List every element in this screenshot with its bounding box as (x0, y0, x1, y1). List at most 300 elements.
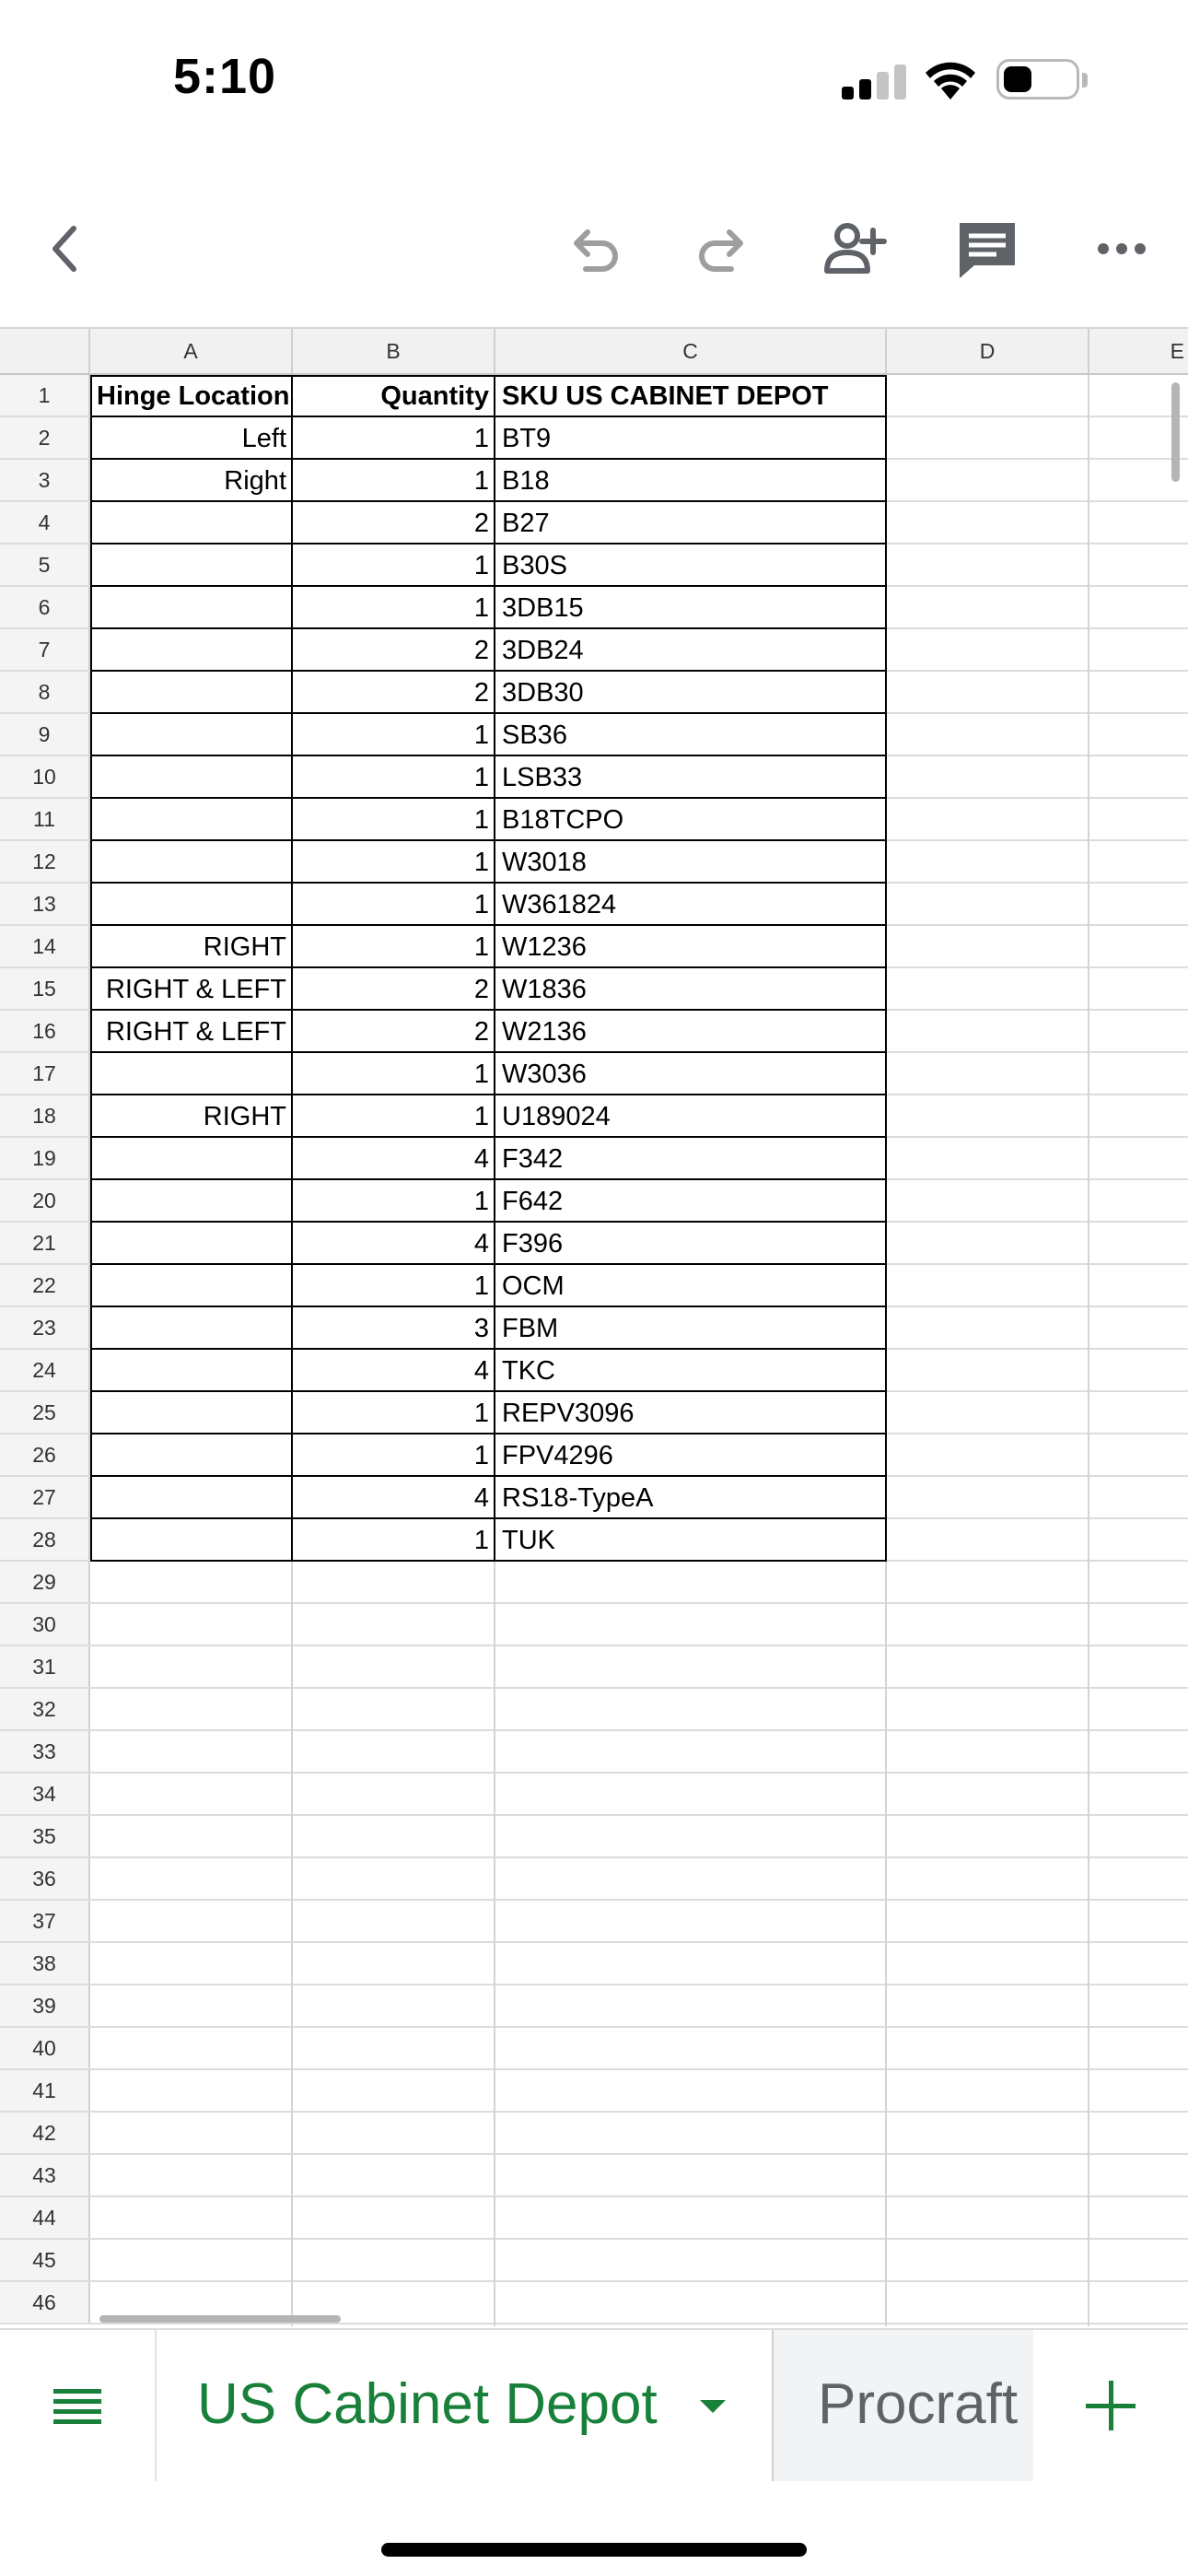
cell-d[interactable] (887, 1180, 1089, 1221)
cell-a[interactable] (90, 1985, 293, 2026)
cell-b[interactable]: 1 (473, 1526, 489, 1555)
cell-d[interactable] (887, 1562, 1089, 1602)
cell-b[interactable]: 3 (473, 1314, 489, 1343)
cell-d[interactable] (887, 587, 1089, 627)
cell-a[interactable] (90, 1774, 293, 1814)
cell-e[interactable] (1089, 2282, 1188, 2323)
cell-d[interactable] (887, 1138, 1089, 1178)
cell-d[interactable] (887, 1943, 1089, 1984)
cell-e[interactable] (1089, 799, 1188, 839)
cell-a[interactable] (90, 1816, 293, 1856)
sheet-tab-us-cabinet-depot[interactable] (155, 2330, 774, 2481)
cell-c[interactable]: B27 (502, 509, 550, 538)
cell-c[interactable] (495, 1689, 887, 1729)
cell-a[interactable] (90, 2155, 293, 2195)
cell-c[interactable]: F642 (502, 1187, 564, 1216)
cell-c[interactable] (495, 1562, 887, 1602)
cell-b[interactable]: 1 (473, 593, 489, 623)
home-indicator (381, 2543, 807, 2557)
row-number[interactable]: 2 (0, 417, 90, 458)
cell-e[interactable] (1089, 1011, 1188, 1051)
sheet-list-button[interactable] (0, 2330, 155, 2481)
cell-d[interactable] (887, 1731, 1089, 1772)
cell-d[interactable] (887, 2070, 1089, 2111)
cell-b[interactable] (293, 2240, 495, 2280)
cell-e[interactable] (1089, 1180, 1188, 1221)
cell-e[interactable] (1089, 1265, 1188, 1306)
undo-icon[interactable] (556, 212, 630, 286)
cell-d[interactable] (887, 460, 1089, 500)
row-number[interactable]: 29 (0, 1562, 90, 1602)
cell-c[interactable]: REPV3096 (502, 1399, 635, 1428)
cell-b[interactable]: 2 (473, 636, 489, 665)
cell-e[interactable] (1089, 629, 1188, 670)
cell-c[interactable]: TKC (502, 1356, 555, 1386)
share-add-person-icon[interactable] (818, 212, 891, 286)
row-number[interactable]: 31 (0, 1646, 90, 1687)
vertical-scrollbar[interactable] (1171, 382, 1180, 482)
cell-e[interactable] (1089, 1053, 1188, 1094)
cell-a[interactable]: RIGHT (203, 932, 286, 962)
cell-c[interactable] (495, 2282, 887, 2323)
cell-b[interactable]: 1 (473, 848, 489, 877)
cell-e[interactable] (1089, 2113, 1188, 2153)
row-number[interactable]: 13 (0, 884, 90, 924)
cell-e[interactable] (1089, 968, 1188, 1009)
cell-d[interactable] (887, 1434, 1089, 1475)
cell-c[interactable]: OCM (502, 1271, 565, 1301)
cell-c[interactable]: FBM (502, 1314, 559, 1343)
cell-e[interactable] (1089, 544, 1188, 585)
row-number[interactable]: 40 (0, 2028, 90, 2068)
cell-c[interactable]: TUK (502, 1526, 555, 1555)
cell-c[interactable]: W1236 (502, 932, 587, 962)
cell-d[interactable] (887, 1011, 1089, 1051)
cell-d[interactable] (887, 1816, 1089, 1856)
cell-a[interactable] (90, 2240, 293, 2280)
cell-e[interactable] (1089, 1095, 1188, 1136)
cell-a[interactable]: Left (241, 424, 286, 453)
cell-c[interactable] (495, 1858, 887, 1899)
row-number[interactable]: 5 (0, 544, 90, 585)
cell-d[interactable] (887, 926, 1089, 966)
cell-e[interactable] (1089, 1477, 1188, 1517)
cell-c[interactable]: B30S (502, 551, 567, 580)
cell-c[interactable] (495, 1774, 887, 1814)
cell-e[interactable] (1089, 587, 1188, 627)
cell-c[interactable]: 3DB30 (502, 678, 584, 708)
row-number[interactable]: 39 (0, 1985, 90, 2026)
cell-b[interactable]: 1 (473, 1102, 489, 1131)
horizontal-scrollbar[interactable] (99, 2315, 341, 2323)
cell-d[interactable] (887, 1985, 1089, 2026)
cell-a[interactable] (90, 714, 293, 755)
cell-a[interactable] (90, 1519, 293, 1560)
cell-d[interactable] (887, 799, 1089, 839)
cell-a[interactable] (90, 1180, 293, 1221)
row-number[interactable]: 23 (0, 1307, 90, 1348)
cell-e[interactable] (1089, 502, 1188, 543)
cell-b[interactable]: 4 (473, 1144, 489, 1174)
cell-a[interactable] (90, 1053, 293, 1094)
cell-c[interactable]: F342 (502, 1144, 564, 1174)
cell-d[interactable] (887, 1519, 1089, 1560)
cell-a[interactable] (90, 1943, 293, 1984)
cell-e[interactable] (1089, 714, 1188, 755)
column-header-e[interactable]: E (1170, 339, 1184, 363)
cell-a[interactable] (90, 1223, 293, 1263)
cell-a[interactable] (90, 1350, 293, 1390)
cell-b[interactable] (293, 1901, 495, 1941)
cell-d[interactable] (887, 2155, 1089, 2195)
row-number[interactable]: 28 (0, 1519, 90, 1560)
cell-c[interactable]: BT9 (502, 424, 552, 453)
cell-b[interactable] (293, 1774, 495, 1814)
cell-d[interactable] (887, 2197, 1089, 2238)
cell-a[interactable]: Hinge Location (97, 381, 290, 411)
cell-b[interactable] (293, 1985, 495, 2026)
cell-b[interactable] (293, 1646, 495, 1687)
cell-a[interactable] (90, 1434, 293, 1475)
cell-b[interactable] (293, 2155, 495, 2195)
cell-d[interactable] (887, 968, 1089, 1009)
cell-d[interactable] (887, 1392, 1089, 1433)
cell-d[interactable] (887, 1307, 1089, 1348)
cell-e[interactable] (1089, 841, 1188, 882)
cell-e[interactable] (1089, 1943, 1188, 1984)
select-all-corner[interactable] (0, 329, 90, 373)
cell-c[interactable] (495, 2113, 887, 2153)
row-number[interactable]: 17 (0, 1053, 90, 1094)
cell-c[interactable]: 3DB24 (502, 636, 584, 665)
cell-a[interactable] (90, 1858, 293, 1899)
cell-b[interactable] (293, 1604, 495, 1645)
cell-c[interactable]: B18 (502, 466, 550, 496)
row-number[interactable]: 45 (0, 2240, 90, 2280)
spreadsheet-grid[interactable] (0, 327, 1188, 2326)
cell-a[interactable] (90, 1265, 293, 1306)
cell-d[interactable] (887, 884, 1089, 924)
add-sheet-button[interactable] (1033, 2330, 1188, 2481)
table-row (0, 1774, 1188, 1816)
cell-a[interactable] (90, 1392, 293, 1433)
cell-b[interactable] (293, 1816, 495, 1856)
cell-e[interactable] (1089, 1689, 1188, 1729)
cellular-signal-icon (842, 64, 906, 100)
row-number[interactable]: 26 (0, 1434, 90, 1475)
row-number[interactable]: 24 (0, 1350, 90, 1390)
cell-d[interactable] (887, 417, 1089, 458)
cell-e[interactable] (1089, 2028, 1188, 2068)
cell-d[interactable] (887, 1053, 1089, 1094)
cell-c[interactable]: 3DB15 (502, 593, 584, 623)
row-number[interactable]: 11 (0, 799, 90, 839)
cell-e[interactable] (1089, 884, 1188, 924)
row-number[interactable]: 33 (0, 1731, 90, 1772)
row-number[interactable]: 32 (0, 1689, 90, 1729)
more-icon[interactable] (1085, 212, 1159, 286)
cell-c[interactable]: LSB33 (502, 763, 583, 792)
cell-d[interactable] (887, 841, 1089, 882)
cell-b[interactable] (293, 2028, 495, 2068)
row-number[interactable]: 18 (0, 1095, 90, 1136)
cell-b[interactable]: 1 (473, 763, 489, 792)
cell-a[interactable] (90, 1477, 293, 1517)
cell-a[interactable] (90, 672, 293, 712)
cell-c[interactable]: RS18-TypeA (502, 1483, 654, 1513)
sheet-tab-procraft[interactable] (775, 2330, 1033, 2481)
cell-d[interactable] (887, 2028, 1089, 2068)
cell-d[interactable] (887, 375, 1089, 416)
row-number[interactable]: 36 (0, 1858, 90, 1899)
row-number[interactable]: 30 (0, 1604, 90, 1645)
row-number[interactable]: 27 (0, 1477, 90, 1517)
row-number[interactable]: 37 (0, 1901, 90, 1941)
cell-a[interactable] (90, 2070, 293, 2111)
cell-a[interactable] (90, 1901, 293, 1941)
row-number[interactable]: 1 (0, 375, 90, 416)
cell-b[interactable]: 2 (473, 509, 489, 538)
row-number[interactable]: 34 (0, 1774, 90, 1814)
row-number[interactable]: 21 (0, 1223, 90, 1263)
cell-d[interactable] (887, 2113, 1089, 2153)
table-row (0, 587, 1188, 629)
cell-b[interactable]: 1 (473, 1060, 489, 1089)
comment-icon[interactable] (950, 212, 1024, 286)
cell-b[interactable]: 1 (473, 805, 489, 835)
cell-b[interactable]: 4 (473, 1229, 489, 1259)
cell-c[interactable]: U189024 (502, 1102, 611, 1131)
cell-a[interactable] (90, 841, 293, 882)
cell-b[interactable]: 1 (473, 1441, 489, 1470)
row-number[interactable]: 35 (0, 1816, 90, 1856)
cell-b[interactable] (293, 1731, 495, 1772)
cell-c[interactable]: SB36 (502, 720, 567, 750)
row-number[interactable]: 9 (0, 714, 90, 755)
cell-b[interactable]: 1 (473, 466, 489, 496)
cell-e[interactable] (1089, 2070, 1188, 2111)
cell-b[interactable]: 1 (473, 1271, 489, 1301)
cell-e[interactable] (1089, 2155, 1188, 2195)
cell-a[interactable]: RIGHT & LEFT (105, 1017, 286, 1047)
cell-a[interactable] (90, 1562, 293, 1602)
cell-a[interactable] (90, 544, 293, 585)
cell-b[interactable]: 4 (473, 1483, 489, 1513)
column-header-a[interactable]: A (90, 329, 293, 373)
cell-c[interactable] (495, 2240, 887, 2280)
cell-d[interactable] (887, 2240, 1089, 2280)
table-row (0, 1901, 1188, 1943)
row-number[interactable]: 12 (0, 841, 90, 882)
cell-b[interactable] (293, 1689, 495, 1729)
cell-e[interactable] (1089, 2197, 1188, 2238)
cell-c[interactable]: B18TCPO (502, 805, 624, 835)
cell-e[interactable] (1089, 926, 1188, 966)
cell-e[interactable] (1089, 756, 1188, 797)
cell-b[interactable]: 1 (473, 1399, 489, 1428)
caret-down-icon[interactable] (700, 2400, 726, 2413)
cell-a[interactable] (90, 502, 293, 543)
cell-e[interactable] (1089, 1985, 1188, 2026)
cell-d[interactable] (887, 756, 1089, 797)
row-number[interactable]: 22 (0, 1265, 90, 1306)
cell-b[interactable]: 2 (473, 678, 489, 708)
cell-a[interactable] (90, 1646, 293, 1687)
cell-b[interactable]: 1 (473, 424, 489, 453)
cell-d[interactable] (887, 714, 1089, 755)
cell-c[interactable] (495, 2155, 887, 2195)
cell-e[interactable] (1089, 1519, 1188, 1560)
cell-b[interactable] (293, 2197, 495, 2238)
cell-d[interactable] (887, 1774, 1089, 1814)
cell-d[interactable] (887, 1646, 1089, 1687)
cell-a[interactable]: RIGHT & LEFT (105, 975, 286, 1004)
cell-b[interactable]: Quantity (380, 381, 489, 411)
cell-c[interactable] (495, 1816, 887, 1856)
cell-d[interactable] (887, 1095, 1089, 1136)
cell-b[interactable]: 1 (473, 1187, 489, 1216)
cell-e[interactable] (1089, 1392, 1188, 1433)
cell-e[interactable] (1089, 1223, 1188, 1263)
cell-d[interactable] (887, 1265, 1089, 1306)
cell-e[interactable] (1089, 1307, 1188, 1348)
cell-d[interactable] (887, 629, 1089, 670)
cell-d[interactable] (887, 544, 1089, 585)
cell-e[interactable] (1089, 1774, 1188, 1814)
cell-b[interactable] (293, 1858, 495, 1899)
cell-a[interactable] (90, 2028, 293, 2068)
cell-d[interactable] (887, 672, 1089, 712)
cell-b[interactable] (293, 1562, 495, 1602)
cell-b[interactable]: 1 (473, 720, 489, 750)
row-number[interactable]: 16 (0, 1011, 90, 1051)
cell-e[interactable] (1089, 1604, 1188, 1645)
cell-c[interactable] (495, 1731, 887, 1772)
row-number[interactable]: 43 (0, 2155, 90, 2195)
cell-c[interactable]: F396 (502, 1229, 564, 1259)
cell-a[interactable] (90, 1731, 293, 1772)
column-header-bar (0, 327, 1188, 375)
cell-a[interactable] (90, 799, 293, 839)
cell-d[interactable] (887, 1689, 1089, 1729)
row-number[interactable]: 4 (0, 502, 90, 543)
cell-c[interactable]: W1836 (502, 975, 587, 1004)
cell-a[interactable] (90, 629, 293, 670)
cell-a[interactable] (90, 756, 293, 797)
cell-b[interactable]: 2 (473, 1017, 489, 1047)
row-number[interactable]: 14 (0, 926, 90, 966)
cell-c[interactable]: W361824 (502, 890, 617, 919)
cell-a[interactable] (90, 1307, 293, 1348)
row-number[interactable]: 15 (0, 968, 90, 1009)
row-number[interactable]: 10 (0, 756, 90, 797)
cell-e[interactable] (1089, 2240, 1188, 2280)
cell-c[interactable] (495, 1901, 887, 1941)
back-chevron-icon[interactable] (29, 212, 103, 286)
row-number[interactable]: 6 (0, 587, 90, 627)
cell-b[interactable]: 1 (473, 932, 489, 962)
table-row (0, 1223, 1188, 1265)
cell-a[interactable] (90, 1689, 293, 1729)
cell-d[interactable] (887, 1223, 1089, 1263)
redo-icon[interactable] (687, 212, 761, 286)
cell-d[interactable] (887, 1858, 1089, 1899)
row-number[interactable]: 46 (0, 2282, 90, 2323)
cell-b[interactable] (293, 1943, 495, 1984)
cell-b[interactable]: 1 (473, 551, 489, 580)
row-number[interactable]: 20 (0, 1180, 90, 1221)
row-number[interactable]: 44 (0, 2197, 90, 2238)
cell-a[interactable] (90, 1604, 293, 1645)
table-row (0, 1562, 1188, 1604)
cell-a[interactable] (90, 884, 293, 924)
cell-e[interactable] (1089, 1731, 1188, 1772)
cell-e[interactable] (1089, 1350, 1188, 1390)
row-number[interactable]: 8 (0, 672, 90, 712)
cell-e[interactable] (1089, 672, 1188, 712)
cell-a[interactable] (90, 2197, 293, 2238)
cell-c[interactable]: SKU US CABINET DEPOT (502, 381, 829, 411)
cell-c[interactable] (495, 2070, 887, 2111)
cell-d[interactable] (887, 1350, 1089, 1390)
cell-e[interactable] (1089, 1138, 1188, 1178)
column-header-b[interactable]: B (293, 329, 495, 373)
cell-b[interactable]: 1 (473, 890, 489, 919)
cell-c[interactable] (495, 2028, 887, 2068)
row-number[interactable]: 7 (0, 629, 90, 670)
row-number[interactable]: 42 (0, 2113, 90, 2153)
cell-c[interactable] (495, 1985, 887, 2026)
cell-b[interactable]: 2 (473, 975, 489, 1004)
row-number[interactable]: 3 (0, 460, 90, 500)
cell-e[interactable] (1089, 1816, 1188, 1856)
cell-c[interactable]: W3018 (502, 848, 587, 877)
cell-b[interactable] (293, 2070, 495, 2111)
cell-e[interactable] (1089, 1901, 1188, 1941)
cell-a[interactable]: Right (224, 466, 286, 496)
row-number[interactable]: 19 (0, 1138, 90, 1178)
cell-a[interactable] (90, 1138, 293, 1178)
column-header-c[interactable]: C (495, 329, 887, 373)
row-number[interactable]: 38 (0, 1943, 90, 1984)
cell-d[interactable] (887, 2282, 1089, 2323)
cell-e[interactable] (1089, 1434, 1188, 1475)
cell-c[interactable]: FPV4296 (502, 1441, 613, 1470)
cell-c[interactable] (495, 1646, 887, 1687)
cell-e[interactable] (1089, 1646, 1188, 1687)
cell-c[interactable] (495, 1943, 887, 1984)
column-header-d[interactable]: D (887, 329, 1089, 373)
cell-e[interactable] (1089, 1858, 1188, 1899)
row-number[interactable]: 41 (0, 2070, 90, 2111)
cell-d[interactable] (887, 1477, 1089, 1517)
cell-b[interactable] (293, 2113, 495, 2153)
cell-e[interactable] (1089, 1562, 1188, 1602)
table-row (0, 1053, 1188, 1095)
cell-b[interactable]: 4 (473, 1356, 489, 1386)
row-number[interactable]: 25 (0, 1392, 90, 1433)
cell-c[interactable] (495, 1604, 887, 1645)
cell-a[interactable] (90, 2113, 293, 2153)
cell-d[interactable] (887, 1901, 1089, 1941)
cell-c[interactable]: W2136 (502, 1017, 587, 1047)
cell-d[interactable] (887, 502, 1089, 543)
cell-c[interactable] (495, 2197, 887, 2238)
cell-a[interactable] (90, 587, 293, 627)
cell-a[interactable]: RIGHT (203, 1102, 286, 1131)
cell-d[interactable] (887, 1604, 1089, 1645)
cell-c[interactable]: W3036 (502, 1060, 587, 1089)
